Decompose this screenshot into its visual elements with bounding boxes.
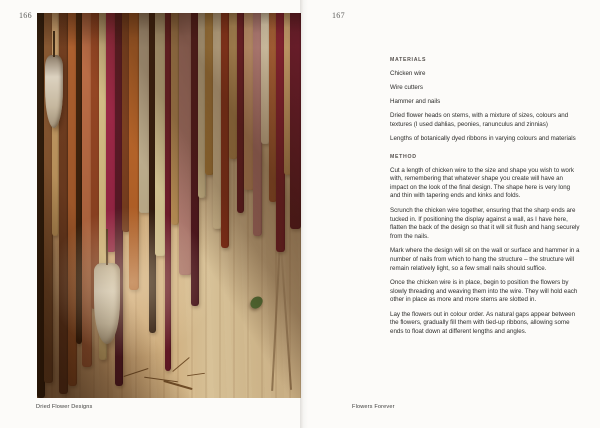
method-paragraph: Cut a length of chicken wire to the size and shape you wish to work with, remembering that whatever shape you create will have an impact on the look of the final design. The shape here is very long and thin with tapering ends and kinks and folds. (390, 166, 575, 200)
ribbon (129, 13, 139, 290)
footer-left-chapter: Dried Flower Designs (36, 404, 93, 410)
materials-heading: MATERIALS (390, 57, 427, 63)
instructions-column (390, 57, 580, 343)
page-gutter (300, 0, 308, 428)
material-item: Wire cutters (390, 84, 424, 92)
footer-right-book-title: Flowers Forever (352, 404, 395, 410)
ribbon (171, 13, 179, 225)
ribbon (179, 13, 192, 275)
twig (123, 368, 148, 377)
method-heading: METHOD (390, 153, 417, 160)
page-number-left: 166 (19, 11, 32, 20)
ribbon (221, 13, 229, 248)
material-item: Chicken wire (390, 70, 426, 77)
method-paragraphs (390, 167, 580, 337)
twig (173, 357, 190, 372)
ribbon (290, 13, 301, 229)
page-number-right: 167 (332, 11, 345, 20)
material-item: Lengths of botanically dyed ribbons in varying colours and materials (390, 134, 576, 142)
dried-flower-installation-photo (37, 13, 301, 398)
twig (163, 380, 192, 390)
method-section (390, 154, 580, 337)
materials-list (390, 70, 580, 144)
method-paragraph: Once the chicken wire is in place, begin to position the flowers by slowly threading and weaving them into the wire. They will hold each other in place as more and more stems are slotted in. (390, 279, 578, 304)
method-paragraph: Mark where the design will sit on the wall or surface and hammer in a number of nails from which to hang the structure – the structure will remain relatively light, so a few small nails should suffice. (390, 247, 580, 272)
method-paragraph: Scrunch the chicken wire together, ensuring that the sharp ends are tucked in. If positioning the display against a wall, as I have here, flatten the back of the design so that it will sit flush and hang securely from the nails. (390, 206, 580, 240)
method-paragraph: Lay the flowers out in colour order. As natural gaps appear between the flowers, gradually fill them with tied-up ribbons, allowing some ends to float down at different lengths and angles. (390, 310, 576, 336)
material-item: Hammer and nails (390, 98, 441, 106)
twig (187, 373, 205, 376)
ribbon-group (37, 13, 301, 398)
material-item: Dried flower heads on stems, with a mixture of sizes, colours and textures (I used dahlias, peonies, ranunculus and zinnias) (390, 112, 569, 128)
scattered-twigs (111, 344, 230, 394)
